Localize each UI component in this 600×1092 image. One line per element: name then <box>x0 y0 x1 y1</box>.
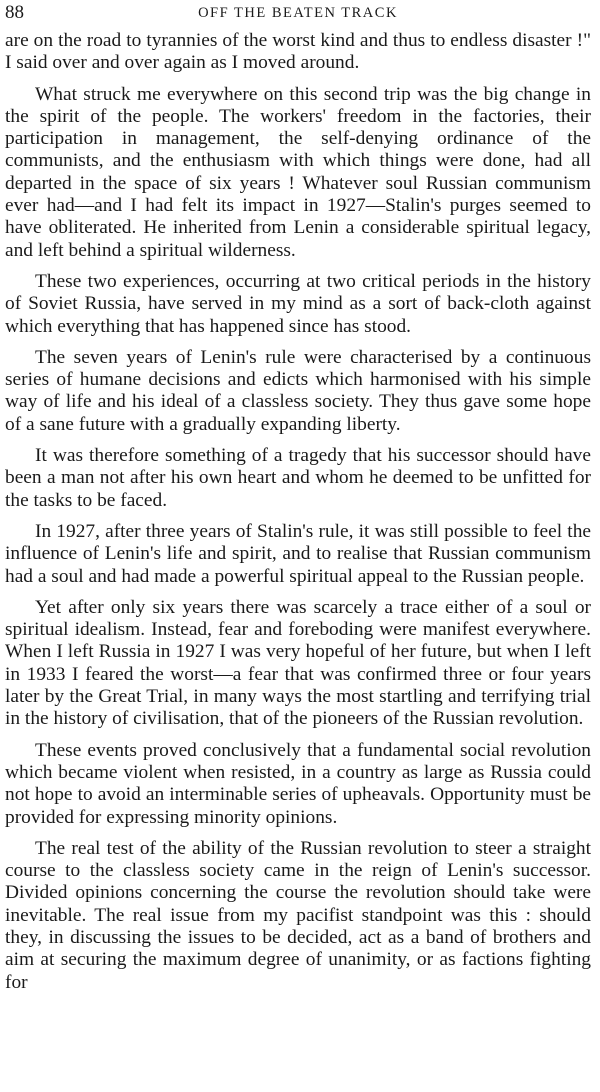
paragraph: Yet after only six years there was scarcely a trace either of a soul or spiritual idealism. Instead, fear and foreboding were manifest everywhere. When I left Russia in 1927 I was very hopeful of her future, but when I left in 1933 I feared the worst—a fear that was confirmed three or four years later by the Great Trial, in many ways the most startling and terrifying trial in the history of civilisation, that of the pioneers of the Russian revolution. <box>5 596 591 730</box>
page-number: 88 <box>5 2 24 23</box>
paragraph: The real test of the ability of the Russian revolution to steer a straight course to the classless society came in the reign of Lenin's successor. Divided opinions concerning the course the revolution should take were inevitable. The real issue from my pacifist standpoint was this : should they, in discussing the issues to be decided, act as a band of brothers and aim at securing the maximum degree of unanimity, or as factions fighting for <box>5 837 591 993</box>
paragraph: The seven years of Lenin's rule were characterised by a continuous series of humane decisions and edicts which harmonised with his simple way of life and his ideal of a classless society. They thus gave some hope of a sane future with a gradually expanding liberty. <box>5 346 591 435</box>
paragraph: These two experiences, occurring at two critical periods in the history of Soviet Russia, have served in my mind as a sort of back-cloth against which everything that has happened since has stood. <box>5 270 591 337</box>
body-text <box>5 30 591 994</box>
paragraph: What struck me everywhere on this second trip was the big change in the spirit of the people. The workers' freedom in the factories, their participation in management, the self-denying ordinance of the communists, and the enthusiasm with which things were done, had all departed in the space of six years ! Whatever soul Russian communism ever had—and I had felt its impact in 1927—Stalin's purges seemed to have obliterated. He inherited from Lenin a considerable spiritual legacy, and left behind a spiritual wilderness. <box>5 83 591 261</box>
paragraph: It was therefore something of a tragedy that his successor should have been a man not after his own heart and whom he deemed to be unfitted for the tasks to be faced. <box>5 445 591 511</box>
book-page <box>5 0 591 994</box>
running-header <box>5 0 591 30</box>
paragraph-continued: are on the road to tyrannies of the worst kind and thus to endless disaster !" I said over and over again as I moved around. <box>5 30 591 74</box>
paragraph: These events proved conclusively that a fundamental social revolution which became violent when resisted, in a country as large as Russia could not hope to avoid an interminable series of upheavals. Opportunity must be provided for expressing minority opinions. <box>5 739 591 828</box>
paragraph: In 1927, after three years of Stalin's rule, it was still possible to feel the influence of Lenin's life and spirit, and to realise that Russian communism had a soul and had made a powerful spiritual appeal to the Russian people. <box>5 520 591 587</box>
running-title: OFF THE BEATEN TRACK <box>198 5 398 21</box>
